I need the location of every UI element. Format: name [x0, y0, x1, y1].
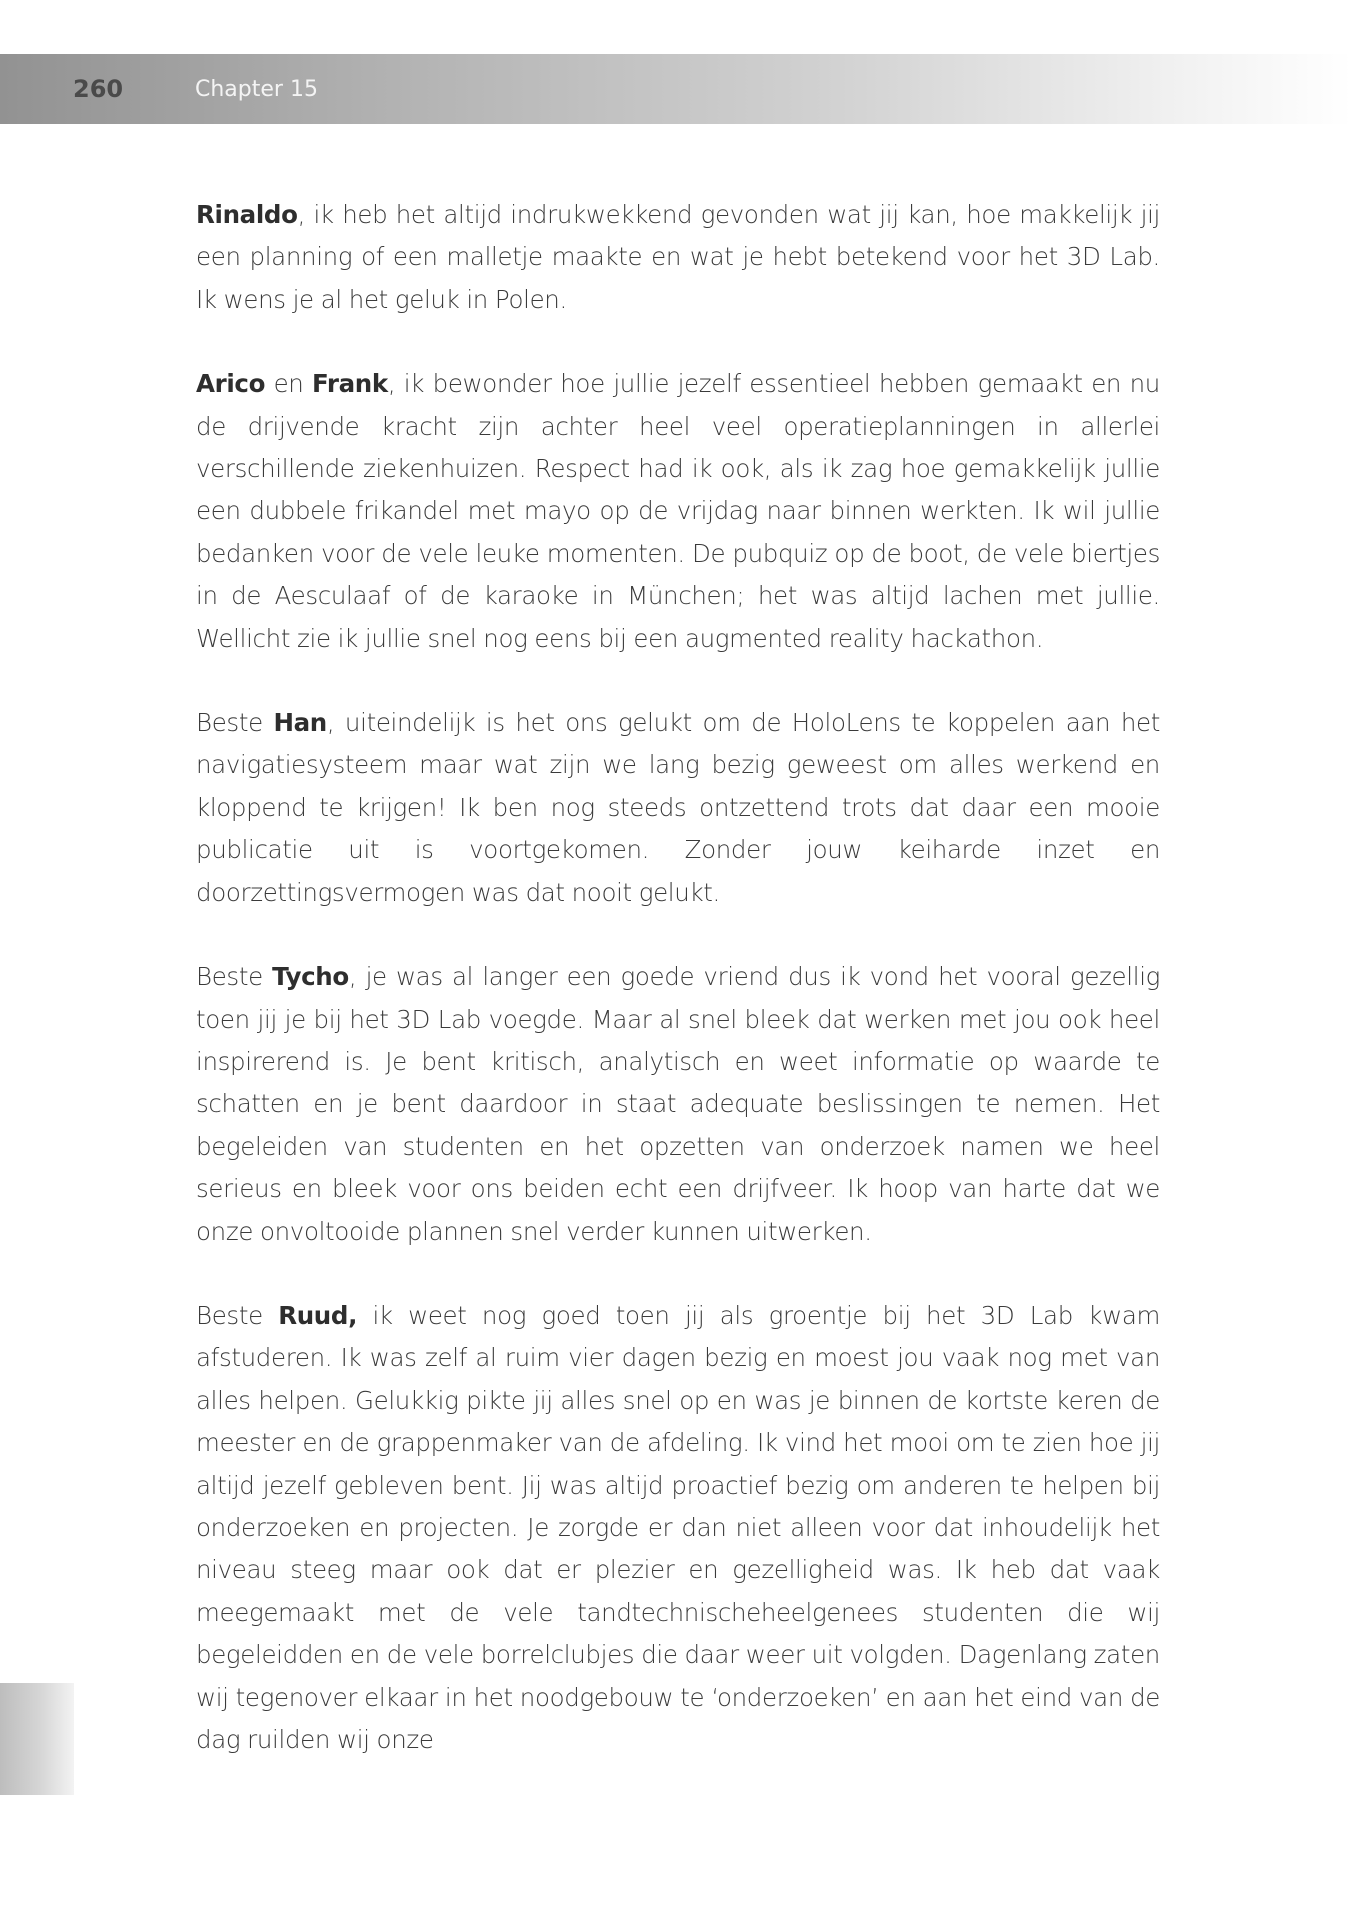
name-rinaldo: Rinaldo [196, 200, 298, 229]
body-text [196, 194, 1160, 1803]
paragraph-han: Beste Han, uiteindelijk is het ons gelukt om de HoloLens te koppelen aan het navigatiesysteem maar wat zijn we lang bezig geweest om alles werkend en kloppend te krijgen! Ik ben nog steeds ontzettend trots dat daar een mooie publicatie uit is voortgekomen. Zonder jouw keiharde inzet en doorzettingsvermogen was dat nooit gelukt. [196, 708, 1160, 907]
name-han: Han [273, 708, 327, 738]
name-tycho: Tycho [272, 962, 349, 992]
paragraph-ruud: Beste Ruud, ik weet nog goed toen jij als groentje bij het 3D Lab kwam afstuderen. Ik was zelf al ruim vier dagen bezig en moest jou vaak nog met van alles helpen. Gelukkig pikte jij alles snel op en was je binnen de kortste keren de meester en de grappenmaker van de afdeling. Ik vind het mooi om te zien hoe jij altijd jezelf gebleven bent. Jij was altijd proactief bezig om anderen te helpen bij onderzoeken en projecten. Je zorgde er dan niet alleen voor dat inhoudelijk het niveau steeg maar ook dat er plezier en gezelligheid was. Ik heb dat vaak meegemaakt met de vele tandtechnischeheelgenees studenten die wij begeleidden en de vele borrelclubjes die daar weer uit volgden. Dagenlang zaten wij tegenover elkaar in het noodgebouw te ‘onderzoeken’ en aan het eind van de dag ruilden wij onze [196, 1300, 1161, 1754]
name-ruud: Ruud, [278, 1300, 358, 1330]
side-thumb-tab [0, 1683, 74, 1795]
name-frank: Frank [312, 369, 388, 399]
paragraph-rinaldo: Rinaldo, ik heb het altijd indrukwekkend gevonden wat jij kan, hoe makkelijk jij een planning of een malletje maakte en wat je hebt betekend voor het 3D Lab. Ik wens je al het geluk in Polen. [196, 200, 1160, 314]
paragraph-arico-frank: Arico en Frank, ik bewonder hoe jullie jezelf essentieel hebben gemaakt en nu de drijvende kracht zijn achter heel veel operatieplanningen in allerlei verschillende ziekenhuizen. Respect had ik ook, als ik zag hoe gemakkelijk jullie een dubbele frikandel met mayo op de vrijdag naar binnen werkten. Ik wil jullie bedanken voor de vele leuke momenten. De pubquiz op de boot, de vele biertjes in de Aesculaaf of de karaoke in München; het was altijd lachen met jullie. Wellicht zie ik jullie snel nog eens bij een augmented reality hackathon. [196, 369, 1160, 653]
name-arico: Arico [196, 369, 266, 399]
paragraph-tycho: Beste Tycho, je was al langer een goede vriend dus ik vond het vooral gezellig toen jij je bij het 3D Lab voegde. Maar al snel bleek dat werken met jou ook heel inspirerend is. Je bent kritisch, analytisch en weet informatie op waarde te schatten en je bent daardoor in staat adequate beslissingen te nemen. Het begeleiden van studenten en het opzetten van onderzoek namen we heel serieus en bleek voor ons beiden echt een drijfveer. Ik hoop van harte dat we onze onvoltooide plannen snel verder kunnen uitwerken. [196, 962, 1160, 1246]
page-number: 260 [73, 75, 124, 103]
running-header [0, 54, 1352, 124]
chapter-title: Chapter 15 [195, 77, 318, 102]
